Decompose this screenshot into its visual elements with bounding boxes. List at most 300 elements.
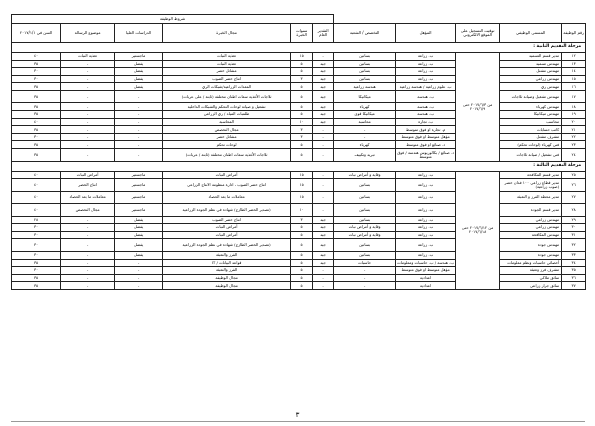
age-limit: ٣٥ — [12, 103, 61, 111]
job-title: مدير قسم المكافحة — [500, 171, 562, 179]
experience-field: طلمبات المياه / ري الزراعي — [163, 111, 291, 119]
job-title: محاسب — [500, 118, 562, 126]
experience-field: مجال التخصص — [163, 126, 291, 134]
job-title: سائق ملاكي — [500, 274, 562, 282]
job-title: مدير قسم الجودة — [500, 204, 562, 217]
job-number: ٣٦ — [562, 274, 586, 282]
higher-studies: - — [115, 149, 163, 162]
qualification: ب. زراعة — [396, 171, 456, 179]
job-number: ٢٩ — [562, 216, 586, 224]
specialization: - — [334, 282, 396, 290]
grade: جيد — [313, 111, 334, 119]
qualification: ب. زراعة — [396, 239, 456, 252]
years-experience: ٣ — [291, 216, 313, 224]
specialization: بساتين — [334, 53, 396, 61]
grade: - — [313, 282, 334, 290]
age-limit: ٤٠ — [12, 53, 61, 61]
higher-studies: - — [115, 274, 163, 282]
age-limit: ٣٠ — [12, 239, 61, 252]
years-experience: ١٥ — [291, 179, 313, 192]
grade: جيد — [313, 83, 334, 91]
job-title: مهندس كهرباء — [500, 103, 562, 111]
job-title: مهندس مشتل — [500, 68, 562, 76]
thesis-topic: - — [61, 224, 115, 232]
job-number: ٣٢ — [562, 239, 586, 252]
experience-field: تغذية النبات — [163, 60, 291, 68]
job-number: ١٨ — [562, 103, 586, 111]
thesis-topic: انتاج الخضر — [61, 179, 115, 192]
higher-studies: - — [115, 259, 163, 267]
experience-field: انتاج خضر الصوب — [163, 75, 291, 83]
table-row — [12, 60, 586, 68]
job-title: مهندس تشغيل وصيانة ثلاجات — [500, 90, 562, 103]
table-row — [12, 111, 586, 119]
thesis-topic: مجال التخصص — [61, 204, 115, 217]
higher-studies: يفضل — [115, 83, 163, 91]
grade: جيد — [313, 231, 334, 239]
qualification: ب. زراعة — [396, 53, 456, 61]
conditions-group-header: شروط الوظيفة — [12, 15, 334, 24]
header-age: السن في ٢٠١٧/١/١ — [12, 24, 61, 43]
job-number: ٢٨ — [562, 204, 586, 217]
years-experience: ١٠ — [291, 204, 313, 217]
specialization: هندسة زراعية — [334, 83, 396, 91]
job-number: ١٦ — [562, 83, 586, 91]
years-experience: ٥ — [291, 60, 313, 68]
thesis-topic: - — [61, 111, 115, 119]
higher-studies: ماجستير — [115, 53, 163, 61]
job-title: مهندس زراعي — [500, 224, 562, 232]
job-title: فني تشغيل / صيانة ثلاجات — [500, 149, 562, 162]
higher-studies: - — [115, 111, 163, 119]
years-experience: ١٠ — [291, 118, 313, 126]
table-row — [12, 90, 586, 103]
qualification: مؤهل متوسط او فوق متوسط — [396, 267, 456, 275]
years-experience: ٥ — [291, 267, 313, 275]
grade: - — [313, 274, 334, 282]
table-row — [12, 251, 586, 259]
header-grade: التقدير العام — [313, 24, 334, 43]
higher-studies: يفضل — [115, 60, 163, 68]
qualification: ب. زراعة — [396, 191, 456, 204]
years-experience: ١٥ — [291, 191, 313, 204]
higher-studies: - — [115, 103, 163, 111]
age-limit: ٤٠ — [12, 171, 61, 179]
higher-studies: ماجستير — [115, 191, 163, 204]
grade: - — [313, 179, 334, 192]
thesis-topic: - — [61, 126, 115, 134]
job-title: أخصائي حاسبات ونظم معلومات — [500, 259, 562, 267]
job-title: كاتب حسابات — [500, 126, 562, 134]
table-row — [12, 141, 586, 149]
thesis-topic: - — [61, 231, 115, 239]
age-limit: ٣٥ — [12, 274, 61, 282]
header-specialization: التخصص / الشعبة — [334, 24, 396, 43]
experience-field: (تصدير الخضر الطازج) شهادة في نظم الجودة الزراعية — [163, 204, 291, 217]
qualification: ب. هندسة — [396, 103, 456, 111]
experience-field: أمراض النبات — [163, 224, 291, 232]
thesis-topic: - — [61, 251, 115, 259]
specialization: بساتين — [334, 204, 396, 217]
grade: جيد — [313, 103, 334, 111]
age-limit: ٣٠ — [12, 224, 61, 232]
age-limit: ٤٠ — [12, 204, 61, 217]
higher-studies: - — [115, 118, 163, 126]
experience-field: (تصدير الخضر الطازج) شهادة في نظم الجودة الزراعية — [163, 239, 291, 252]
job-title: مهندس ري — [500, 83, 562, 91]
job-title: مهندس جودة — [500, 239, 562, 252]
job-title: مهندس تسميد — [500, 60, 562, 68]
job-number: ٣٥ — [562, 267, 586, 275]
job-title: فني كهرباء (لوحات تحكم) — [500, 141, 562, 149]
age-limit: ٣٥ — [12, 90, 61, 103]
thesis-topic: - — [61, 282, 115, 290]
thesis-topic: - — [61, 83, 115, 91]
thesis-topic: معاملات ما بعد الحصاد — [61, 191, 115, 204]
specialization: بساتين — [334, 251, 396, 259]
qualification: ب. زراعة — [396, 251, 456, 259]
job-number: ٢٤ — [562, 149, 586, 162]
job-title: مشرف مشتل — [500, 133, 562, 141]
jobs-table-body — [12, 43, 586, 290]
job-number: ١٩ — [562, 111, 586, 119]
thesis-topic: - — [61, 60, 115, 68]
table-row — [12, 149, 586, 162]
qualification: ب. زراعة — [396, 216, 456, 224]
higher-studies: - — [115, 126, 163, 134]
qualification: ب. هندسة / ب. حاسبات ومعلومات — [397, 259, 455, 265]
qualification: ب. زراعة — [396, 68, 456, 76]
higher-studies: يفضل — [115, 251, 163, 259]
job-number: ٢٣ — [562, 141, 586, 149]
years-experience: ٣ — [291, 133, 313, 141]
qualification: م. تجارة او فوق متوسط — [396, 126, 456, 134]
specialization: وقاية و أمراض نبات — [334, 231, 396, 239]
header-qualification: المؤهل — [396, 24, 456, 43]
age-limit: ٣٥ — [12, 149, 61, 162]
higher-studies: يفضل — [115, 239, 163, 252]
higher-studies: يفضل — [115, 224, 163, 232]
table-row — [12, 274, 586, 282]
qualification: ب. زراعة — [396, 204, 456, 217]
age-limit: ٣٠ — [12, 75, 61, 83]
qualification: مؤهل متوسط او فوق متوسط — [396, 133, 456, 141]
qualification: اعدادية — [396, 282, 456, 290]
thesis-topic: - — [61, 141, 115, 149]
table-row — [12, 282, 586, 290]
job-number: ١٧ — [562, 90, 586, 103]
table-row — [12, 204, 586, 217]
thesis-topic: - — [61, 267, 115, 275]
column-headers — [12, 24, 586, 43]
years-experience: ٥ — [291, 224, 313, 232]
job-number: ٣٧ — [562, 282, 586, 290]
job-title: سائق جرار زراعي — [500, 282, 562, 290]
age-limit: ٣٠ — [12, 68, 61, 76]
footer-divider — [11, 421, 585, 422]
age-limit: ٤٠ — [12, 191, 61, 204]
specialization: بساتين — [334, 60, 396, 68]
table-row — [12, 191, 586, 204]
jobs-table — [11, 14, 586, 290]
higher-studies: - — [115, 133, 163, 141]
job-title: مدير قسم التسميد — [500, 53, 562, 61]
age-limit: ٤٠ — [12, 118, 61, 126]
grade: جيد — [313, 239, 334, 252]
specialization: ميكانيكا قوى — [334, 111, 396, 119]
stage-heading-row — [12, 43, 586, 53]
years-experience: ١٥ — [291, 171, 313, 179]
experience-field: ثلاجات الأغذية سعات اطنان مختلفة (ثابتة / على عربات) — [163, 90, 291, 103]
table-row — [12, 224, 586, 232]
grade: جيد — [313, 259, 334, 267]
table-row — [12, 83, 586, 91]
qualification: اعدادية — [396, 274, 456, 282]
age-limit: ٣٠ — [12, 251, 61, 259]
years-experience: ٥ — [291, 103, 313, 111]
grade: جيد — [313, 75, 334, 83]
years-experience: ١٥ — [291, 53, 313, 61]
job-number: ٢٧ — [562, 191, 586, 204]
years-experience: ٥ — [291, 141, 313, 149]
specialization: كهرباء — [334, 103, 396, 111]
higher-studies: يفضل — [115, 68, 163, 76]
job-title: مهندس ميكانيكا — [500, 111, 562, 119]
years-experience: ٥ — [291, 68, 313, 76]
thesis-topic: - — [61, 216, 115, 224]
header-job-title: المسمى الوظيفي — [500, 24, 562, 43]
thesis-topic: - — [61, 118, 115, 126]
page-number: ٣ — [295, 411, 300, 419]
table-row — [12, 267, 586, 275]
thesis-topic: - — [61, 68, 115, 76]
specialization: كهرباء — [334, 141, 396, 149]
experience-field: مجال الوظيفة — [163, 282, 291, 290]
job-title: مهندس المكافحة — [500, 231, 562, 239]
experience-field: قواعد البيانات / IT — [163, 259, 291, 267]
job-number: ٢٠ — [562, 118, 586, 126]
thesis-topic: - — [61, 90, 115, 103]
years-experience: ٥ — [291, 111, 313, 119]
grade: - — [313, 126, 334, 134]
table-row — [12, 259, 586, 267]
header-experience: مجال الخبرة — [163, 24, 291, 43]
higher-studies: يفضل — [115, 75, 163, 83]
specialization: وقاية و أمراض نبات — [334, 171, 396, 179]
years-experience: ٥ — [291, 259, 313, 267]
job-number: ٣٠ — [562, 224, 586, 232]
grade: - — [313, 53, 334, 61]
grade: جيد — [313, 90, 334, 103]
age-limit: ٣٥ — [12, 126, 61, 134]
specialization: بساتين — [334, 68, 396, 76]
job-number: ٢٢ — [562, 133, 586, 141]
years-experience: ٥ — [291, 274, 313, 282]
grade: - — [313, 204, 334, 217]
stage-heading-row — [12, 161, 586, 171]
grade: - — [313, 171, 334, 179]
thesis-topic: - — [61, 274, 115, 282]
higher-studies: - — [115, 90, 163, 103]
experience-field: معاملات ما بعد الحصاد — [163, 191, 291, 204]
job-title: مهندس زراعي — [500, 75, 562, 83]
age-limit: ٣٥ — [12, 141, 61, 149]
age-limit: ٣٥ — [12, 282, 61, 290]
experience-field: مشاتل خضر — [163, 68, 291, 76]
table-row — [12, 179, 586, 192]
years-experience: ٥ — [291, 90, 313, 103]
job-title: مهندس جودة — [500, 251, 562, 259]
experience-field: تشغيل و صيانة لوحات التحكم والشبكات الداخلية — [163, 103, 291, 111]
specialization: حاسبات — [334, 259, 396, 267]
specialization: - — [334, 126, 396, 134]
qualification: د. صنائع او فوق متوسط — [396, 141, 456, 149]
thesis-topic: أمراض النبات — [61, 171, 115, 179]
job-title: مدير محطة الفرز و التعبئة — [500, 191, 562, 204]
job-number: ١٥ — [562, 75, 586, 83]
header-deadline: توقيت التسجيل على الموقع الالكتروني — [456, 24, 500, 43]
experience-field: الفرز والتعبئة — [163, 267, 291, 275]
job-number: ٢٥ — [562, 171, 586, 179]
specialization: محاسبة — [334, 118, 396, 126]
higher-studies: ماجستير — [115, 204, 163, 217]
age-limit: ٤٠ — [12, 179, 61, 192]
stage-title: مرحلة التقديم الثانية : — [12, 43, 586, 53]
table-row — [12, 133, 586, 141]
thesis-topic: - — [61, 259, 115, 267]
grade: - — [313, 141, 334, 149]
header-higher-studies: الدراسات العليا — [115, 24, 163, 43]
qualification: ب. علوم زراعية / هندسة زراعية — [396, 83, 456, 91]
job-number: ٣٤ — [562, 259, 586, 267]
thesis-topic: - — [61, 133, 115, 141]
specialization: بساتين — [334, 75, 396, 83]
grade: - — [313, 267, 334, 275]
job-number: ١٤ — [562, 68, 586, 76]
table-row — [12, 216, 586, 224]
header-row-number: رقم الوظيفة — [562, 24, 586, 43]
experience-field: أمراض النبات — [163, 231, 291, 239]
qualification: د. صنائع / بكالوريوس هندسة / فوق متوسط — [396, 149, 456, 162]
grade: - — [313, 133, 334, 141]
thesis-topic: تغذية النبات — [61, 53, 115, 61]
age-limit: ٣٠ — [12, 133, 61, 141]
higher-studies: يفضل — [115, 216, 163, 224]
qualification: ب. زراعة — [396, 224, 456, 232]
years-experience: ٣ — [291, 126, 313, 134]
years-experience: ٥ — [291, 251, 313, 259]
age-limit: ٣٥ — [12, 259, 61, 267]
table-row — [12, 171, 586, 179]
table-row — [12, 75, 586, 83]
qualification: ب. تجارة — [396, 118, 456, 126]
specialization: بساتين — [334, 216, 396, 224]
experience-field: الفرز والتعبئة — [163, 251, 291, 259]
grade: - — [313, 149, 334, 162]
specialization: تبريد وتكييف — [334, 149, 396, 162]
experience-field: مجال الوظيفة — [163, 274, 291, 282]
specialization: بساتين — [334, 239, 396, 252]
experience-field: لوحات تحكم — [163, 141, 291, 149]
table-row — [12, 231, 586, 239]
grade: - — [313, 191, 334, 204]
job-number: ٢٦ — [562, 179, 586, 192]
table-row — [12, 118, 586, 126]
table-row — [12, 126, 586, 134]
table-row — [12, 53, 586, 61]
age-limit: ٢٨ — [12, 216, 61, 224]
job-title: مدير قطاع زراعي ١٠٠ فدان خضر (صوب زراعية) — [500, 179, 562, 192]
qualification: ب. زراعة — [396, 75, 456, 83]
table-row — [12, 239, 586, 252]
higher-studies: ماجستير — [115, 171, 163, 179]
job-title: مشرف فرز وتعبئة — [500, 267, 562, 275]
specialization: بساتين — [334, 179, 396, 192]
experience-field: المعدات الزراعية/شبكات الري — [163, 83, 291, 91]
grade: جيد — [313, 118, 334, 126]
higher-studies: - — [115, 282, 163, 290]
job-number: ١٣ — [562, 60, 586, 68]
experience-field: ثلاجات الأغذية سعات اطنان مختلفة (ثابتة / عربات) — [163, 149, 291, 162]
header-thesis: موضوع الرسالة — [61, 24, 115, 43]
age-limit: ٣٠ — [12, 231, 61, 239]
higher-studies: - — [115, 267, 163, 275]
job-number: ٣١ — [562, 231, 586, 239]
qualification: ب. هندسة — [396, 111, 456, 119]
job-number: ١٢ — [562, 53, 586, 61]
job-title: مهندس زراعي — [500, 216, 562, 224]
header-years: سنوات الخبرة — [291, 24, 313, 43]
stage-title: مرحلة التقديم الثالثة : — [12, 161, 586, 171]
grade: جيد — [313, 60, 334, 68]
thesis-topic: - — [61, 149, 115, 162]
qualification: ب. زراعة — [396, 179, 456, 192]
age-limit: ٣٥ — [12, 60, 61, 68]
years-experience: ٣ — [291, 75, 313, 83]
grade: جيد — [313, 68, 334, 76]
grade: جيد — [313, 216, 334, 224]
experience-field: انتاج خضر الصوب ، ادارة منظومة الانتاج الزراعي — [163, 179, 291, 192]
qualification: ب. هندسة — [396, 90, 456, 103]
specialization: - — [334, 133, 396, 141]
thesis-topic: - — [61, 75, 115, 83]
experience-field: أمراض النبات — [163, 171, 291, 179]
years-experience: ٥ — [291, 231, 313, 239]
experience-field: انتاج خضر الصوب — [163, 216, 291, 224]
experience-field: مشاتل خضر — [163, 133, 291, 141]
job-number: ٣٣ — [562, 251, 586, 259]
experience-field: المحاسبة — [163, 118, 291, 126]
registration-period: من ٢٠١٧/٦/١٢ حتى ٢٠١٧/٦/١٨ — [456, 171, 500, 289]
table-row — [12, 103, 586, 111]
registration-period: من ٢٠١٧/٦/٣ حتى ٢٠١٧/٦/٩ — [456, 53, 500, 162]
years-experience: ٥ — [291, 239, 313, 252]
specialization: - — [334, 274, 396, 282]
job-number: ٢١ — [562, 126, 586, 134]
higher-studies: ماجستير — [115, 179, 163, 192]
thesis-topic: - — [61, 103, 115, 111]
higher-studies: يفضل — [115, 231, 163, 239]
specialization: وقاية و أمراض نبات — [334, 224, 396, 232]
higher-studies: - — [115, 141, 163, 149]
years-experience: ٥ — [291, 83, 313, 91]
age-limit: ٣٠ — [12, 267, 61, 275]
qualification: ب. زراعة — [396, 60, 456, 68]
grade: جيد — [313, 251, 334, 259]
years-experience: ٥ — [291, 149, 313, 162]
years-experience: ٥ — [291, 282, 313, 290]
specialization: ميكانيكا — [334, 90, 396, 103]
